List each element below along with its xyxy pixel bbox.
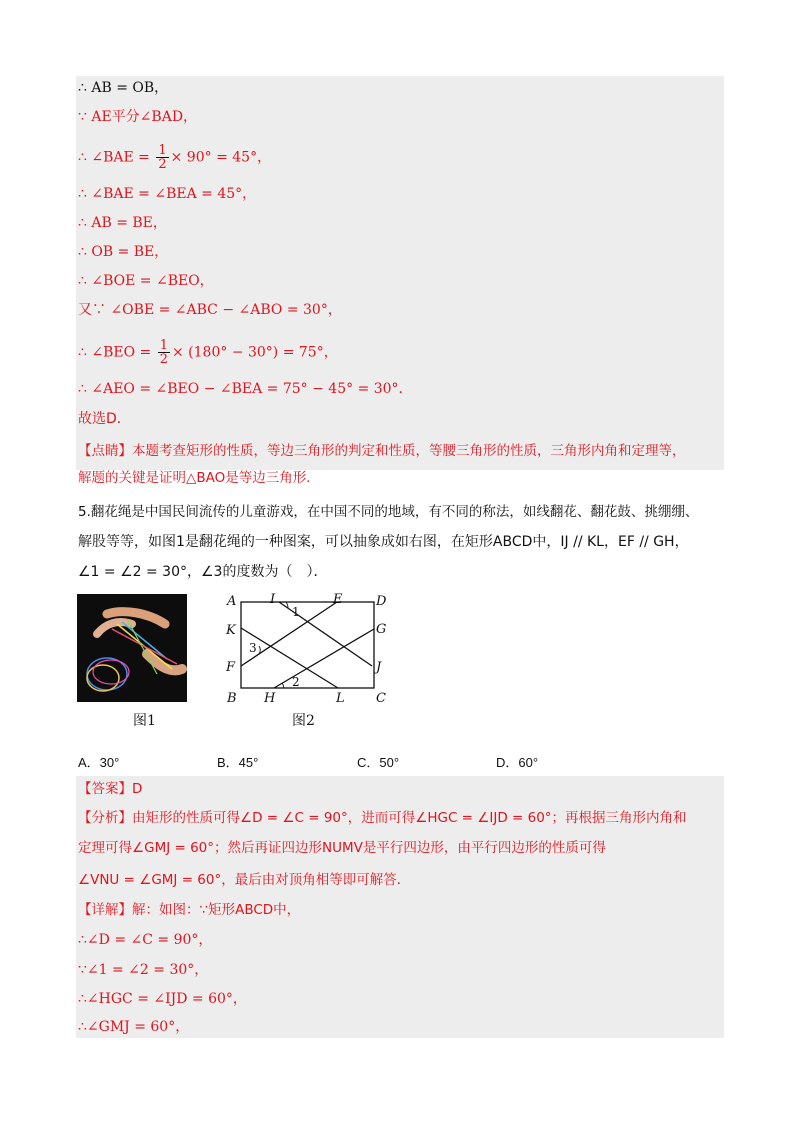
label-c: C <box>376 691 386 706</box>
solution-line: ∴ ∠BAE = ∠BEA = 45°， <box>78 186 257 202</box>
figure-1-caption: 图1 <box>133 713 156 729</box>
label-e: E <box>333 592 343 607</box>
fraction <box>158 339 170 366</box>
label-i: I <box>270 592 276 607</box>
angle-2-label: 2 <box>292 675 300 689</box>
comment-line: 【点睛】本题考查矩形的性质，等边三角形的判定和性质，等腰三角形的性质，三角形内角和定理等， <box>78 443 686 459</box>
detail-line: ∴∠GMJ = 60°， <box>78 1019 190 1035</box>
analysis-line: 定理可得∠GMJ = 60°；然后再证四边形NUMV是平行四边形，由平行四边形的性质可得 <box>78 840 606 856</box>
rectangle-abcd <box>241 602 374 688</box>
solution-text: × 90° = 45°， <box>170 149 272 166</box>
detail-line: ∴∠D = ∠C = 90°， <box>78 932 213 948</box>
angle-3-label: 3 <box>249 641 257 655</box>
solution-line <box>78 144 271 171</box>
option-d: D．60° <box>496 755 539 770</box>
detail-line: ∴∠HGC = ∠IJD = 60°， <box>78 991 247 1007</box>
comment-line: 解题的关键是证明△BAO是等边三角形． <box>78 470 320 486</box>
angle-3-arc <box>259 646 260 654</box>
question-line: 解股等等，如图1是翻花绳的一种图案，可以抽象成如右图，在矩形ABCD中，IJ // KL，EF // GH， <box>78 534 689 550</box>
solution-line: 故选D． <box>78 411 131 427</box>
analysis-line: ∠VNU = ∠GMJ = 60°，最后由对顶角相等即可解答． <box>78 872 411 888</box>
figure-2-diagram <box>222 592 392 707</box>
label-k: K <box>226 623 236 638</box>
question-line: 5.翻花绳是中国民间流传的儿童游戏，在中国不同的地域，有不同的称法，如线翻花、翻花鼓、挑绷绷、 <box>78 504 699 520</box>
solution-line: 又∵ ∠OBE = ∠ABC − ∠ABO = 30°， <box>78 302 342 318</box>
option-b: B．45° <box>217 755 259 770</box>
solution-line: ∵ AE平分∠BAD， <box>78 109 198 125</box>
solution-line: ∴ OB = BE， <box>78 244 169 260</box>
label-b: B <box>227 691 237 706</box>
solution-text: × (180° − 30°) = 75°， <box>172 344 338 361</box>
question-line: ∠1 = ∠2 = 30°，∠3的度数为（ ）． <box>78 564 328 580</box>
detail-line: ∵∠1 = ∠2 = 30°， <box>78 962 209 978</box>
fraction <box>156 144 168 171</box>
solution-line: ∴ AB = BE， <box>78 215 167 231</box>
numerator: 1 <box>158 143 167 158</box>
analysis-line: 【分析】由矩形的性质可得∠D = ∠C = 90°，进而可得∠HGC = ∠IJD = 60°；再根据三角形内角和 <box>78 810 687 826</box>
angle-2-arc <box>282 683 284 688</box>
solution-line: ∴ ∠BOE = ∠BEO， <box>78 273 214 289</box>
string-game-photo <box>77 594 187 702</box>
figure-2-caption: 图2 <box>292 713 315 729</box>
option-a: A．30° <box>78 755 120 770</box>
solution-text: ∴ ∠BEO = <box>78 344 156 361</box>
label-h: H <box>264 691 276 706</box>
answer-line: 【答案】D <box>78 781 143 797</box>
option-c: C．50° <box>357 755 400 770</box>
denominator: 2 <box>158 157 167 172</box>
denominator: 2 <box>159 352 168 367</box>
solution-line <box>78 339 338 366</box>
line-ef <box>241 602 337 666</box>
solution-line: ∴ AB = OB， <box>78 80 169 96</box>
label-j: J <box>376 660 382 675</box>
solution-line: ∴ ∠AEO = ∠BEO − ∠BEA = 75° − 45° = 30°． <box>78 381 413 397</box>
numerator: 1 <box>159 338 168 353</box>
solution-text: ∴ ∠BAE = <box>78 149 155 166</box>
angle-1-label: 1 <box>292 605 300 619</box>
label-g: G <box>376 622 387 637</box>
label-a: A <box>227 594 237 609</box>
label-f: F <box>226 660 236 675</box>
detail-line: 【详解】解：如图：∵矩形ABCD中， <box>78 902 301 918</box>
label-d: D <box>376 594 387 609</box>
label-l: L <box>336 691 345 706</box>
